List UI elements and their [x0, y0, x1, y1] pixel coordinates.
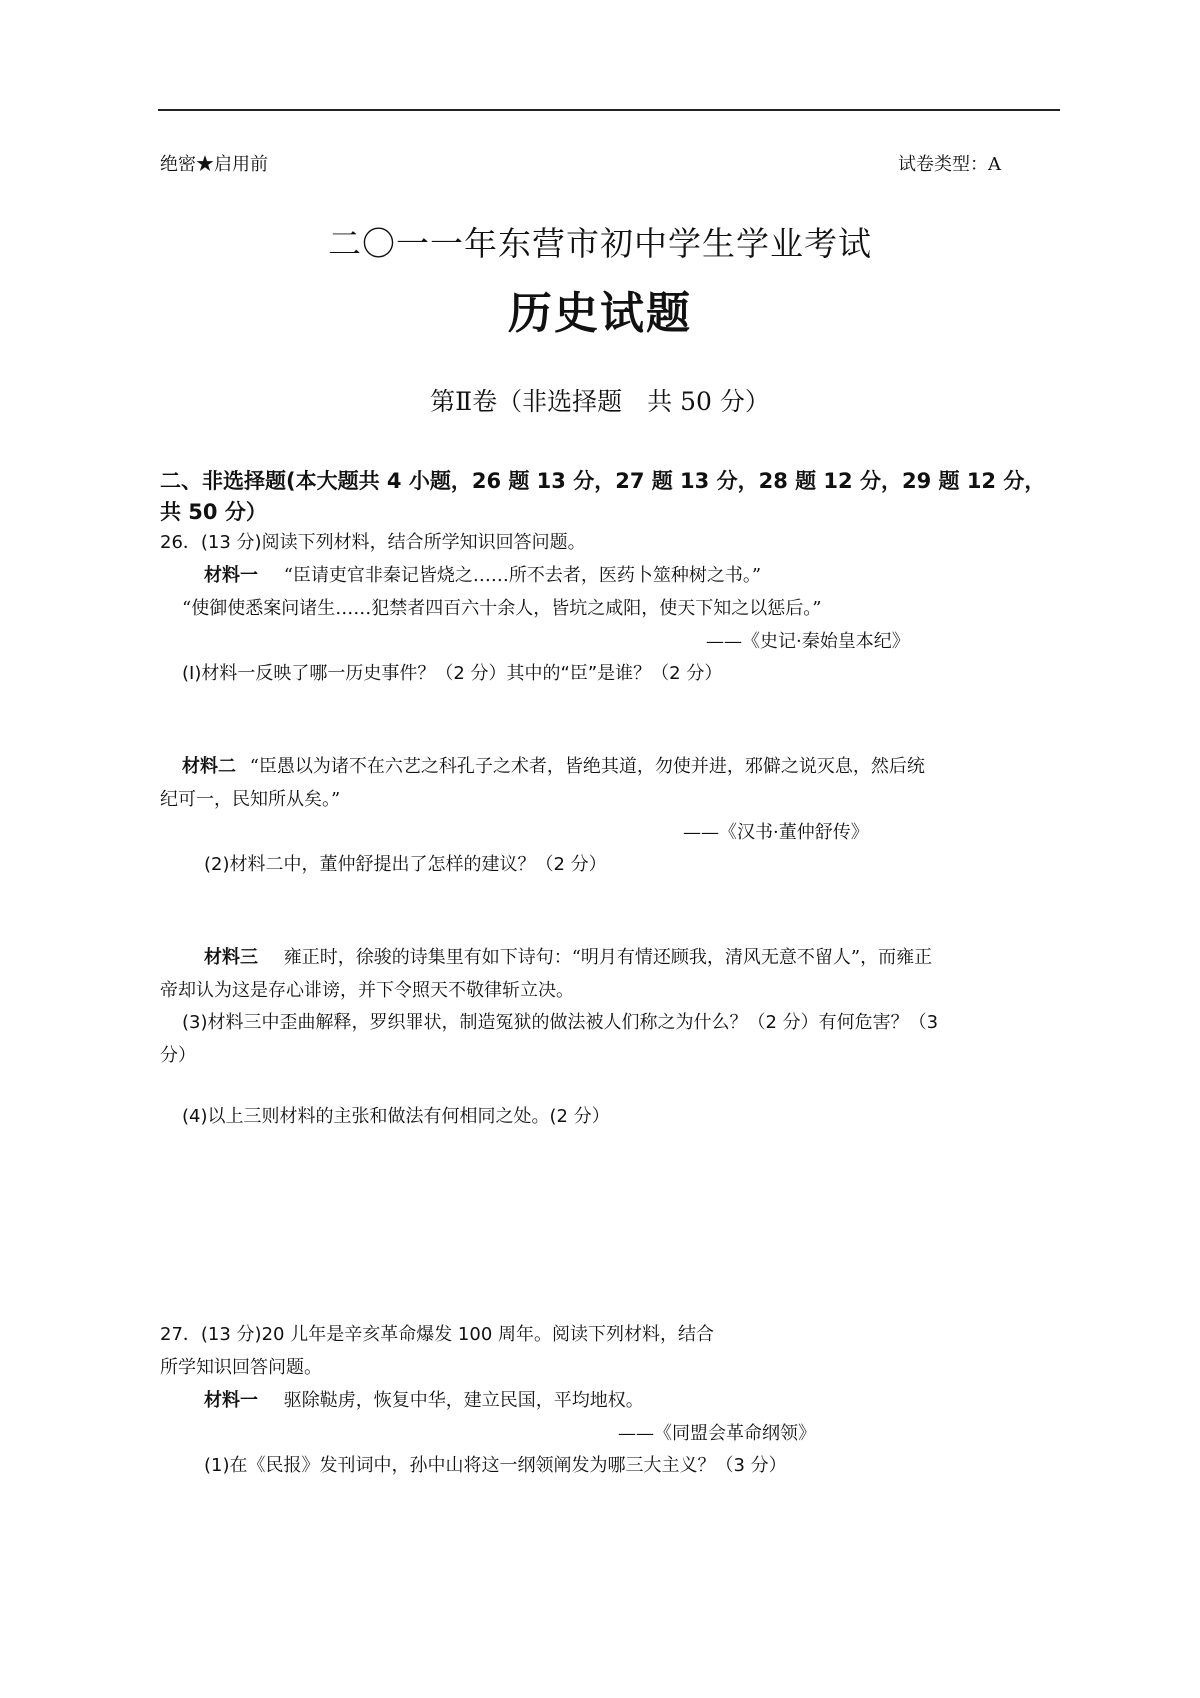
q26-subquestion-3-line2: 分）: [160, 1045, 196, 1066]
q27-material-1: [204, 1386, 644, 1412]
question-26-stem: 26．(13 分)阅读下列材料，结合所学知识回答问题。: [160, 532, 586, 553]
material-label: 材料一: [204, 1390, 258, 1411]
q26-subquestion-4: (4)以上三则材料的主张和做法有何相同之处。(2 分）: [182, 1106, 610, 1127]
q27-subquestion-1: (1)在《民报》发刊词中，孙中山将这一纲领阐发为哪三大主义？（3 分）: [204, 1455, 787, 1476]
material-label: 材料三: [204, 947, 258, 968]
q26-material-2-source: ——《汉书·董仲舒传》: [683, 822, 869, 843]
q26-material-2-line2: 纪可一，民知所从矣。”: [160, 789, 341, 810]
material-text: 驱除鞑虏，恢复中华，建立民国，平均地权。: [283, 1390, 644, 1411]
material-text: “臣请吏官非秦记皆烧之……所不去者，医药卜筮种树之书。”: [283, 565, 762, 586]
material-text: 雍正时，徐骏的诗集里有如下诗句：“明月有情还顾我，清风无意不留人”，而雍正: [283, 947, 933, 968]
q26-material-1-source: ——《史记·秦始皇本纪》: [706, 631, 910, 652]
q26-subquestion-3-line1: (3)材料三中歪曲解释，罗织罪状，制造冤狱的做法被人们称之为什么？（2 分）有何危害？（3: [182, 1012, 939, 1033]
q26-subquestion-1: (I)材料一反映了哪一历史事件？（2 分）其中的“臣”是谁？（2 分）: [182, 663, 723, 684]
material-label: 材料一: [204, 565, 258, 586]
exam-title: 二〇一一年东营市初中学生学业考试: [328, 224, 872, 263]
material-text: “臣愚以为诸不在六艺之科孔子之术者，皆绝其道，勿使并进，邪僻之说灭息，然后统: [249, 756, 925, 777]
q26-material-2: [182, 752, 925, 778]
confidential-label: 绝密★启用前: [160, 154, 268, 175]
q26-material-3: [204, 943, 932, 969]
section-heading-line1: 二、非选择题(本大题共 4 小题，26 题 13 分，27 题 13 分，28 题 12 分，29 题 12 分，: [160, 469, 1046, 493]
paper-type-label: 试卷类型：A: [898, 154, 1001, 175]
material-label: 材料二: [182, 756, 236, 777]
section-heading-line2: 共 50 分）: [160, 500, 267, 524]
question-27-stem-line2: 所学知识回答问题。: [160, 1357, 322, 1378]
question-27-stem-line1: 27．(13 分)20 儿年是辛亥革命爆发 100 周年。阅读下列材料，结合: [160, 1324, 714, 1345]
q26-subquestion-2: (2)材料二中，董仲舒提出了怎样的建议？（2 分）: [204, 854, 607, 875]
q26-material-1: [204, 561, 761, 587]
q27-material-1-source: ——《同盟会革命纲领》: [618, 1423, 816, 1444]
q26-material-1-line2: “使御使悉案问诸生……犯禁者四百六十余人，皆坑之咸阳，使天下知之以惩后。”: [182, 598, 822, 619]
subject-title: 历史试题: [508, 288, 692, 339]
q26-material-3-line2: 帝却认为这是存心诽谤，并下令照天不敬律斩立决。: [160, 980, 574, 1001]
volume-title: 第Ⅱ卷（非选择题 共 50 分）: [430, 387, 770, 416]
header-rule: [158, 109, 1060, 111]
